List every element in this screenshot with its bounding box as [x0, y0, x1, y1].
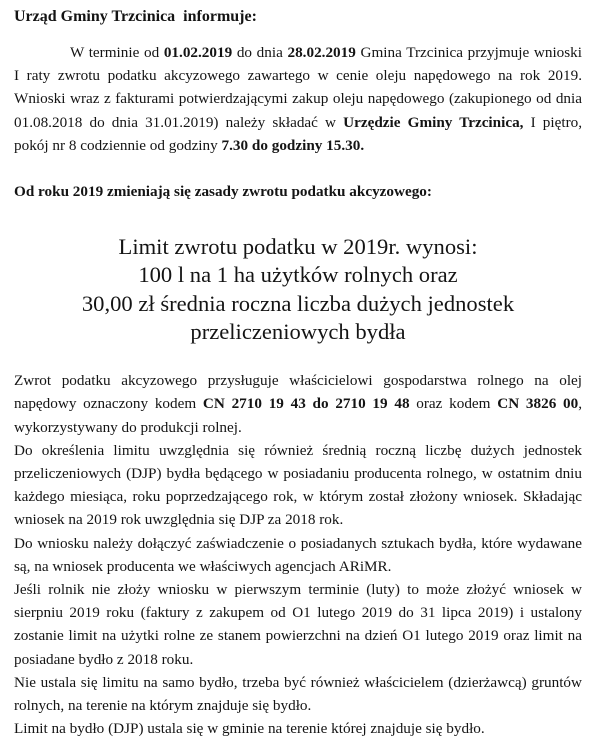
p1-text-3: , wykorzystywany do produkcji rolnej. [14, 395, 583, 436]
p1-text-1: Zwrot podatku akcyzowego przysługuje właścicielowi gospodarstwa rolnego na olej napędowy oznaczony kodem [14, 372, 582, 413]
paragraph-land-owner: Nie ustala się limitu na samo bydło, trzeba być również właścicielem (dzierżawcą) gruntów rolnych, na terenie na którym znajduje się bydło. [14, 673, 582, 715]
limit-statement [14, 233, 582, 346]
rules-body [14, 369, 582, 740]
cn-code-range: CN 2710 19 43 do 2710 19 48 [202, 395, 410, 413]
page-title: Urząd Gminy Trzcinica informuje: [14, 8, 257, 25]
paragraph-certificate: Do wniosku należy dołączyć zaświadczenie o posiadanych sztukach bydła, które wydawane są, na wniosek producenta we właściwych agencjach ARiMR. [14, 534, 582, 575]
date-from: 01.02.2019 [163, 44, 233, 61]
paragraph-august-term: Jeśli rolnik nie złoży wniosku w pierwszym terminie (luty) to może złożyć wniosek w sierpniu 2019 roku (faktury z zakupem od O1 lutego 2019 do 31 lipca 2019) i ustalony zostanie limit na użytki rolne ze stanem powierzchni na dzień O1 lutego 2019 oraz limit na posiadane bydło z 2018 roku. [14, 581, 582, 668]
intro-text-4: I piętro, pokój nr 8 codziennie od godziny [14, 113, 583, 154]
date-to: 28.02.2019 [287, 44, 356, 61]
limit-line-3: 30,00 zł średnia roczna liczba dużych jednostek [81, 290, 515, 316]
limit-line-4: przeliczeniowych bydła [190, 318, 406, 344]
paragraph-djp: Do określenia limitu uwzględnia się również średnią roczną liczbę dużych jednostek przeliczeniowych (DJP) bydła będącego w posiadaniu producenta rolnego, w ostatnim dniu każdego miesiąca, roku poprzedzającego rok, w którym został złożony wniosek. Składając wniosek na 2019 rok uwzględnia się DJP za 2018 rok. [14, 441, 582, 529]
office-hours: 7.30 do godziny 15.30. [221, 136, 365, 154]
limit-line-1: Limit zwrotu podatku w 2019r. wynosi: [118, 234, 478, 260]
paragraph-cn-codes [14, 369, 582, 439]
intro-paragraph [14, 41, 582, 157]
paragraph-gmina-limit: Limit na bydło (DJP) ustala się w gminie na terenie której znajduje się bydło. [14, 720, 485, 738]
intro-text-1: W terminie od [70, 44, 164, 61]
intro-text-3: Gmina Trzcinica przyjmuje wnioski I raty zwrotu podatku akcyzowego zawartego w cenie oleju napędowego na rok 2019. Wnioski wraz z fakturami potwierdzającymi zakup oleju napędowego (zakupionego od dnia 01.08.2018 do dnia 31.01.2019) należy składać w [14, 44, 582, 131]
rules-subheading: Od roku 2019 zmieniają się zasady zwrotu podatku akcyzowego: [14, 183, 432, 201]
limit-line-2: 100 l na 1 ha użytków rolnych oraz [138, 262, 458, 288]
cn-code-single: CN 3826 00 [497, 395, 579, 413]
p1-text-2: oraz kodem [409, 395, 498, 413]
intro-text-2: do dnia [232, 44, 288, 61]
office-name: Urzędzie Gminy Trzcinica, [343, 113, 524, 131]
